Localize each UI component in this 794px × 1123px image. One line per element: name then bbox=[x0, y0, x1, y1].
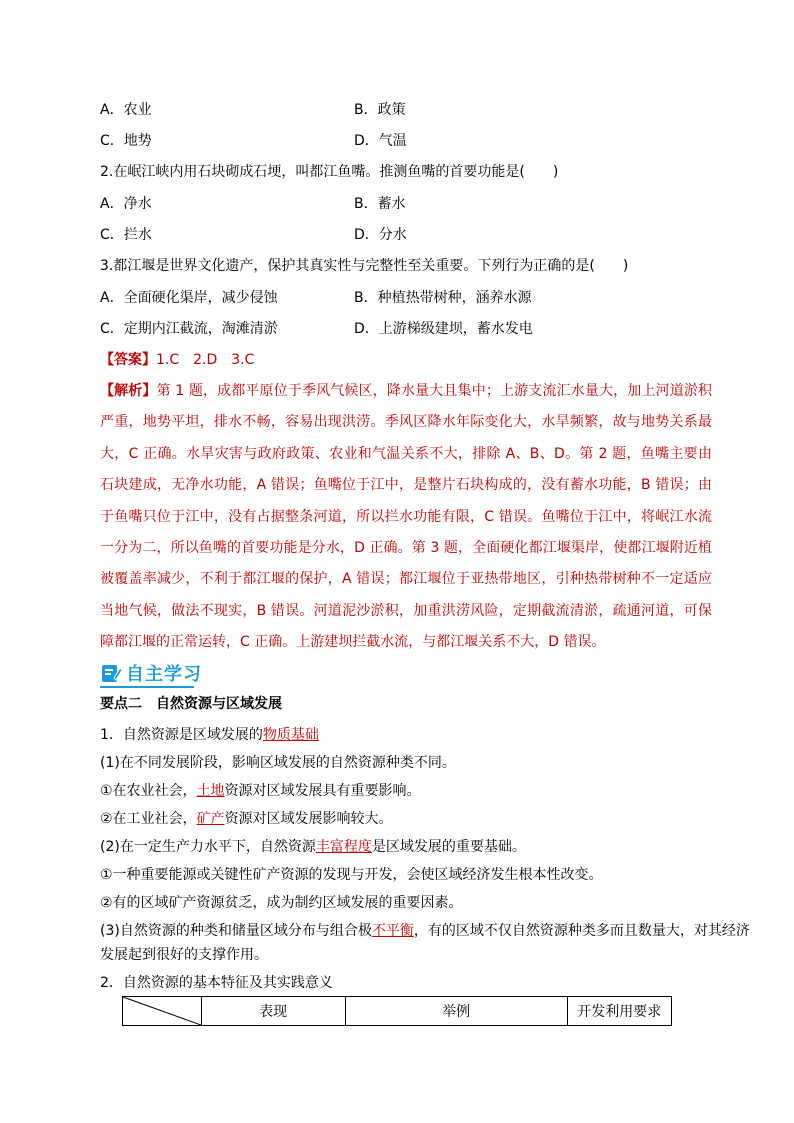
point-1-3-suffix: ，有的区域不仅自然资源种类多而且数量大，对其经济 bbox=[413, 923, 750, 939]
table-header-row bbox=[123, 997, 672, 1026]
point-1-1-b-fill: 矿产 bbox=[196, 811, 225, 827]
table-header-cell: 开发利用要求 bbox=[567, 997, 671, 1026]
answer-line bbox=[100, 350, 254, 370]
table-header-cell: 表现 bbox=[201, 997, 345, 1026]
point-1-3-prefix: (3)自然资源的种类和储量区域分布与组合极 bbox=[100, 923, 372, 939]
point-1-1: (1)在不同发展阶段，影响区域发展的自然资源种类不同。 bbox=[100, 755, 456, 771]
q2-option-b: B．蓄水 bbox=[354, 196, 406, 212]
q2-stem: 2.在岷江峡内用石块砌成石埂，叫都江鱼嘴。推测鱼嘴的首要功能是( ) bbox=[100, 164, 559, 180]
point-1-1-a-suffix: 资源对区域发展具有重要影响。 bbox=[224, 783, 421, 799]
pencil-note-icon bbox=[100, 662, 122, 684]
q1-option-c: C．地势 bbox=[100, 133, 152, 149]
section-heading-underline bbox=[100, 686, 194, 688]
q1-option-b: B．政策 bbox=[354, 102, 406, 118]
point-1-3 bbox=[100, 921, 750, 941]
point-1-2 bbox=[100, 837, 526, 857]
analysis-label: 【解析】 bbox=[100, 383, 157, 399]
q2-option-a: A．净水 bbox=[100, 196, 152, 212]
diagonal-line-icon bbox=[123, 997, 201, 1025]
key-point-title: 要点二 自然资源与区域发展 bbox=[100, 696, 282, 712]
point-1-1-a-prefix: ①在农业社会， bbox=[100, 783, 197, 799]
q3-option-d: D．上游梯级建坝，蓄水发电 bbox=[354, 321, 533, 337]
answer-value: 1.C 2.D 3.C bbox=[156, 352, 255, 368]
analysis-text: 第 1 题，成都平原位于季风气候区，降水量大且集中；上游支流汇水量大，加上河道淤积严重，地势平坦，排水不畅，容易出现洪涝。季风区降水年际变化大，水旱频繁，故与地势关系最大，C 正确。水旱灾害与政府政策、农业和气温关系不大，排除 A、B、D。第 2 题，鱼嘴主要由石块建成，无净水功能，A 错误；鱼嘴位于江中，是整片石块构成的，没有蓄水功能，B 错误；由于鱼嘴只位于江中，没有占据整条河道，所以拦水功能有限，C 错误。鱼嘴位于江中，将岷江水流一分为二，所以鱼嘴的首要功能是分水，D 正确。第 3 题，全面硬化都江堰渠岸，使都江堰附近植被覆盖率减少，不利于都江堰的保护，A 错误；都江堰位于亚热带地区，引种热带树种不一定适应当地气候，做法不现实，B 错误。河道泥沙淤积，加重洪涝风险，定期截流清淤，疏通河道，可保障都江堰的正常运转，C 正确。上游建坝拦截水流，与都江堰关系不大，D 错误。 bbox=[100, 383, 712, 651]
q1-option-d: D．气温 bbox=[354, 133, 407, 149]
section-heading bbox=[100, 660, 202, 686]
point-1-1-b-suffix: 资源对区域发展影响较大。 bbox=[224, 811, 393, 827]
table-corner-cell bbox=[123, 997, 202, 1026]
point-2: 2．自然资源的基本特征及其实践意义 bbox=[100, 975, 333, 991]
point-1 bbox=[100, 725, 319, 745]
point-1-2-b: ②有的区域矿产资源贫乏，成为制约区域发展的重要因素。 bbox=[100, 895, 463, 911]
point-1-fill: 物质基础 bbox=[262, 727, 319, 743]
q1-option-a: A．农业 bbox=[100, 102, 152, 118]
answer-label: 【答案】 bbox=[100, 352, 156, 368]
point-1-1-b bbox=[100, 809, 393, 829]
point-1-3-fill: 不平衡 bbox=[371, 923, 414, 939]
point-1-2-prefix: (2)在一定生产力水平下，自然资源 bbox=[100, 839, 316, 855]
resource-features-table bbox=[122, 996, 672, 1026]
point-1-prefix: 1．自然资源是区域发展的 bbox=[100, 727, 263, 743]
q2-option-d: D．分水 bbox=[354, 227, 407, 243]
q3-option-b: B．种植热带树种，涵养水源 bbox=[354, 290, 532, 306]
point-1-2-a: ①一种重要能源或关键性矿产资源的发现与开发，会使区域经济发生根本性改变。 bbox=[100, 867, 603, 883]
point-1-1-a-fill: 土地 bbox=[196, 783, 225, 799]
point-1-1-a bbox=[100, 781, 421, 801]
q3-option-c: C．定期内江截流，淘滩清淤 bbox=[100, 321, 278, 337]
section-heading-text: 自主学习 bbox=[126, 664, 202, 685]
analysis-paragraph bbox=[100, 376, 712, 659]
q3-stem: 3.都江堰是世界文化遗产，保护其真实性与完整性至关重要。下列行为正确的是( ) bbox=[100, 258, 629, 274]
table-header-cell: 举例 bbox=[345, 997, 567, 1026]
point-1-3-line2: 发展起到很好的支撑作用。 bbox=[100, 947, 268, 963]
point-1-2-fill: 丰富程度 bbox=[315, 839, 372, 855]
q3-option-a: A．全面硬化渠岸，减少侵蚀 bbox=[100, 290, 278, 306]
q2-option-c: C．拦水 bbox=[100, 227, 152, 243]
point-1-2-suffix: 是区域发展的重要基础。 bbox=[371, 839, 526, 855]
point-1-1-b-prefix: ②在工业社会， bbox=[100, 811, 197, 827]
